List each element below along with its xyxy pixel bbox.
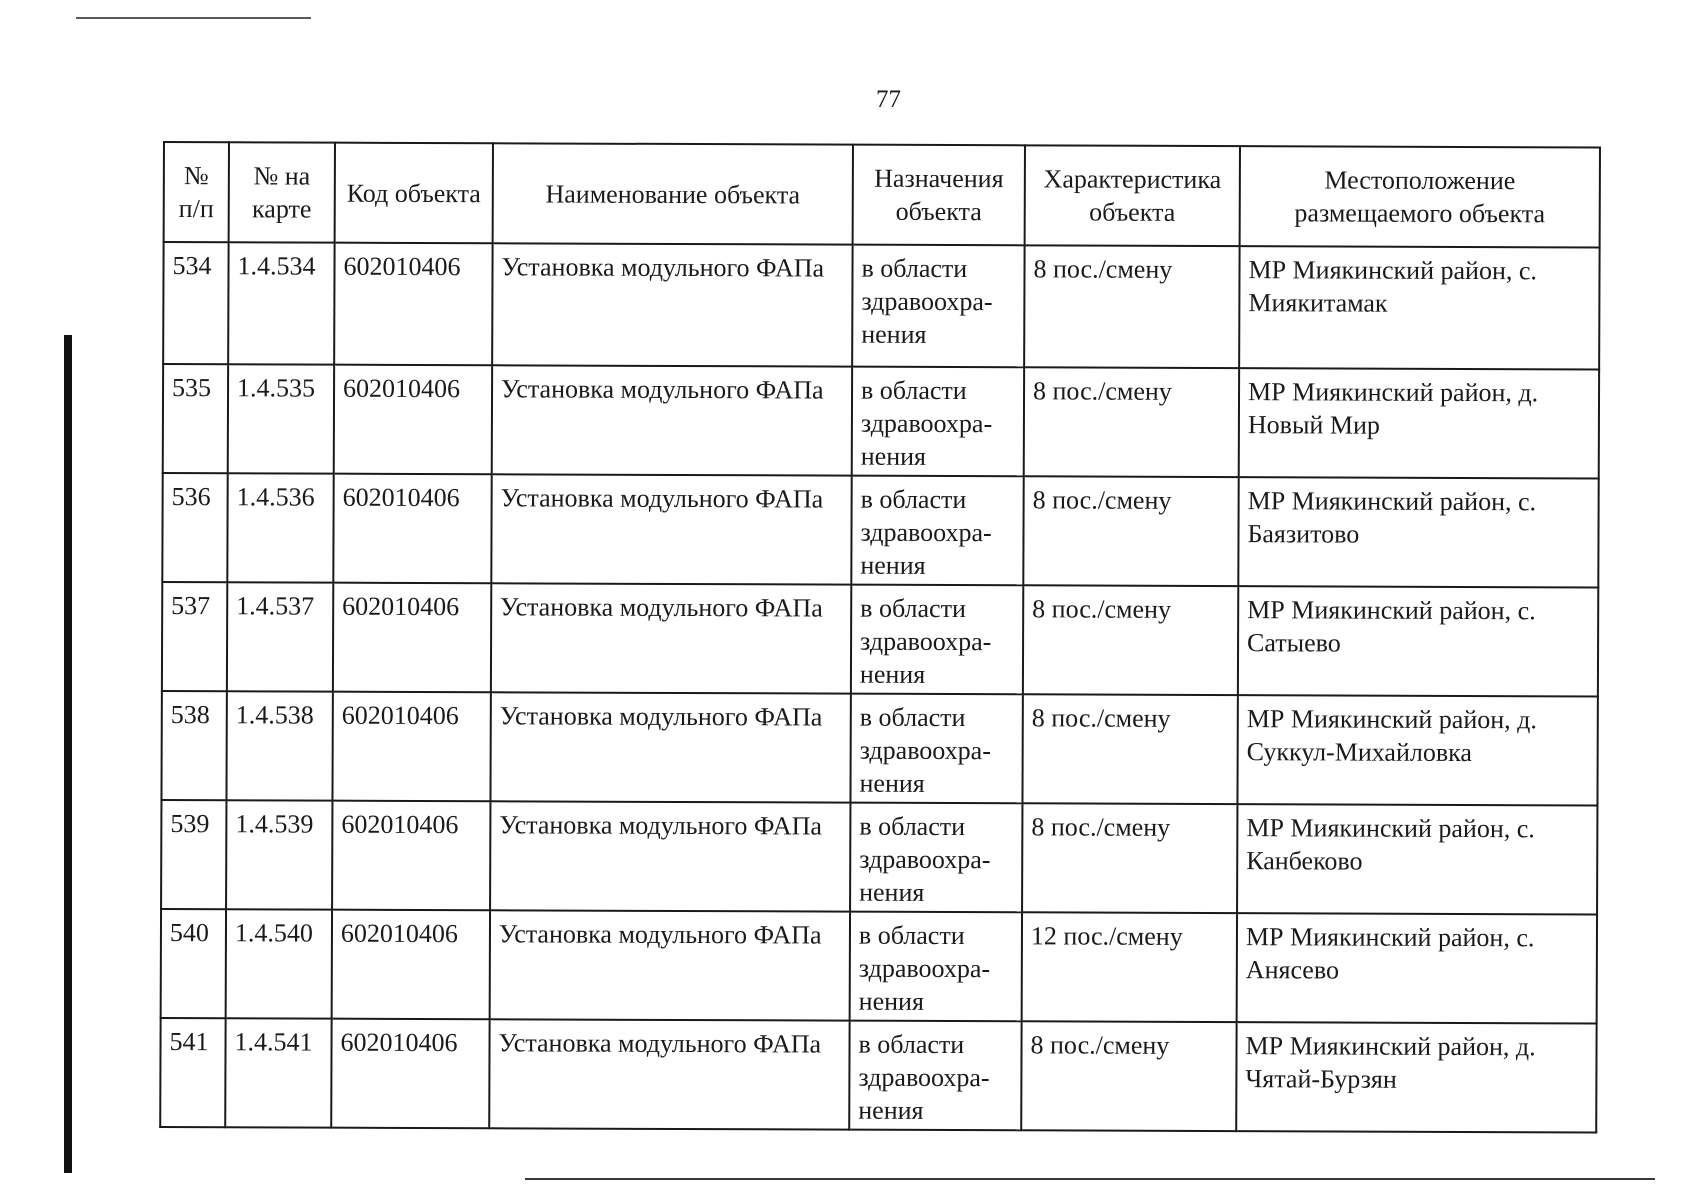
cell-num: 539 xyxy=(161,800,226,909)
objects-table xyxy=(159,141,1601,1134)
cell-object-location: МР Миякинский район, с. Баязитово xyxy=(1238,477,1598,587)
cell-num: 540 xyxy=(161,909,226,1018)
cell-object-spec: 8 пос./смену xyxy=(1024,367,1239,477)
cell-object-location: МР Миякинский район, д. Чятай-Бурзян xyxy=(1236,1022,1596,1132)
cell-object-spec: 8 пос./смену xyxy=(1022,694,1237,804)
cell-map-number: 1.4.538 xyxy=(226,691,332,800)
cell-object-purpose: в области здравоохра-нения xyxy=(852,367,1024,477)
cell-map-number: 1.4.541 xyxy=(225,1018,331,1127)
cell-object-code: 602010406 xyxy=(332,801,490,911)
cell-map-number: 1.4.536 xyxy=(227,473,333,582)
scan-artifact-left-bar xyxy=(64,335,72,1173)
header-object-location: Местоположение размещаемого объекта xyxy=(1240,146,1600,247)
header-num: № п/п xyxy=(164,142,229,242)
cell-object-location: МР Миякинский район, д. Новый Мир xyxy=(1239,368,1599,478)
cell-object-purpose: в области здравоохра-нения xyxy=(850,912,1022,1022)
page-number: 77 xyxy=(876,86,901,113)
header-map-number: № на карте xyxy=(229,142,335,242)
cell-object-name: Установка модульного ФАПа xyxy=(491,583,851,693)
cell-object-code: 602010406 xyxy=(333,583,491,693)
cell-object-spec: 8 пос./смену xyxy=(1023,585,1238,695)
cell-object-code: 602010406 xyxy=(332,910,490,1020)
cell-object-name: Установка модульного ФАПа xyxy=(489,1019,849,1129)
cell-object-purpose: в области здравоохра-нения xyxy=(851,585,1023,695)
table-row xyxy=(163,242,1599,370)
scan-artifact-bottom-line xyxy=(525,1178,1655,1180)
cell-object-name: Установка модульного ФАПа xyxy=(491,474,851,584)
cell-num: 536 xyxy=(162,473,227,582)
cell-object-spec: 8 пос./смену xyxy=(1022,803,1237,913)
cell-object-name: Установка модульного ФАПа xyxy=(492,243,852,366)
header-object-name: Наименование объекта xyxy=(493,143,853,244)
table-row xyxy=(161,691,1597,806)
table-row xyxy=(162,582,1598,697)
cell-map-number: 1.4.534 xyxy=(228,242,334,364)
cell-num: 535 xyxy=(163,364,228,473)
table-row xyxy=(161,800,1597,915)
cell-object-spec: 8 пос./смену xyxy=(1023,476,1238,586)
cell-object-name: Установка модульного ФАПа xyxy=(490,801,850,911)
cell-map-number: 1.4.539 xyxy=(226,800,332,909)
cell-object-spec: 8 пос./смену xyxy=(1021,1021,1236,1131)
cell-object-code: 602010406 xyxy=(332,692,490,802)
header-object-spec: Характеристика объекта xyxy=(1025,145,1240,246)
cell-map-number: 1.4.537 xyxy=(227,582,333,691)
table-row xyxy=(160,1018,1596,1133)
cell-object-spec: 8 пос./смену xyxy=(1024,245,1239,368)
cell-map-number: 1.4.535 xyxy=(228,364,334,473)
table-row xyxy=(161,909,1597,1024)
cell-map-number: 1.4.540 xyxy=(226,909,332,1018)
cell-object-spec: 12 пос./смену xyxy=(1022,912,1237,1022)
cell-object-code: 602010406 xyxy=(334,365,492,475)
table-header-row xyxy=(164,142,1600,248)
cell-object-purpose: в области здравоохра-нения xyxy=(849,1021,1021,1131)
cell-num: 541 xyxy=(160,1018,225,1127)
cell-object-purpose: в области здравоохра-нения xyxy=(851,476,1023,586)
cell-object-purpose: в области здравоохра-нения xyxy=(850,694,1022,804)
scan-artifact-top-line xyxy=(76,17,311,19)
cell-object-code: 602010406 xyxy=(334,243,492,366)
cell-object-code: 602010406 xyxy=(331,1019,489,1129)
cell-object-name: Установка модульного ФАПа xyxy=(490,692,850,802)
table-row xyxy=(163,364,1599,479)
cell-num: 534 xyxy=(163,242,228,364)
cell-object-location: МР Миякинский район, с. Канбеково xyxy=(1237,804,1597,914)
table-row xyxy=(162,473,1598,588)
cell-object-location: МР Миякинский район, д. Суккул-Михайловка xyxy=(1237,695,1597,805)
header-object-purpose: Назначения объекта xyxy=(853,145,1025,246)
cell-object-name: Установка модульного ФАПа xyxy=(490,910,850,1020)
header-object-code: Код объекта xyxy=(335,143,493,244)
cell-object-location: МР Миякинский район, с. Сатыево xyxy=(1238,586,1598,696)
cell-object-name: Установка модульного ФАПа xyxy=(492,365,852,475)
cell-object-location: МР Миякинский район, с. Миякитамак xyxy=(1239,246,1599,369)
cell-object-purpose: в области здравоохра-нения xyxy=(852,245,1024,368)
cell-object-purpose: в области здравоохра-нения xyxy=(850,803,1022,913)
cell-object-location: МР Миякинский район, с. Анясево xyxy=(1237,913,1597,1023)
cell-num: 538 xyxy=(161,691,226,800)
objects-table-wrapper xyxy=(159,141,1599,1134)
cell-object-code: 602010406 xyxy=(333,474,491,584)
cell-num: 537 xyxy=(162,582,227,691)
